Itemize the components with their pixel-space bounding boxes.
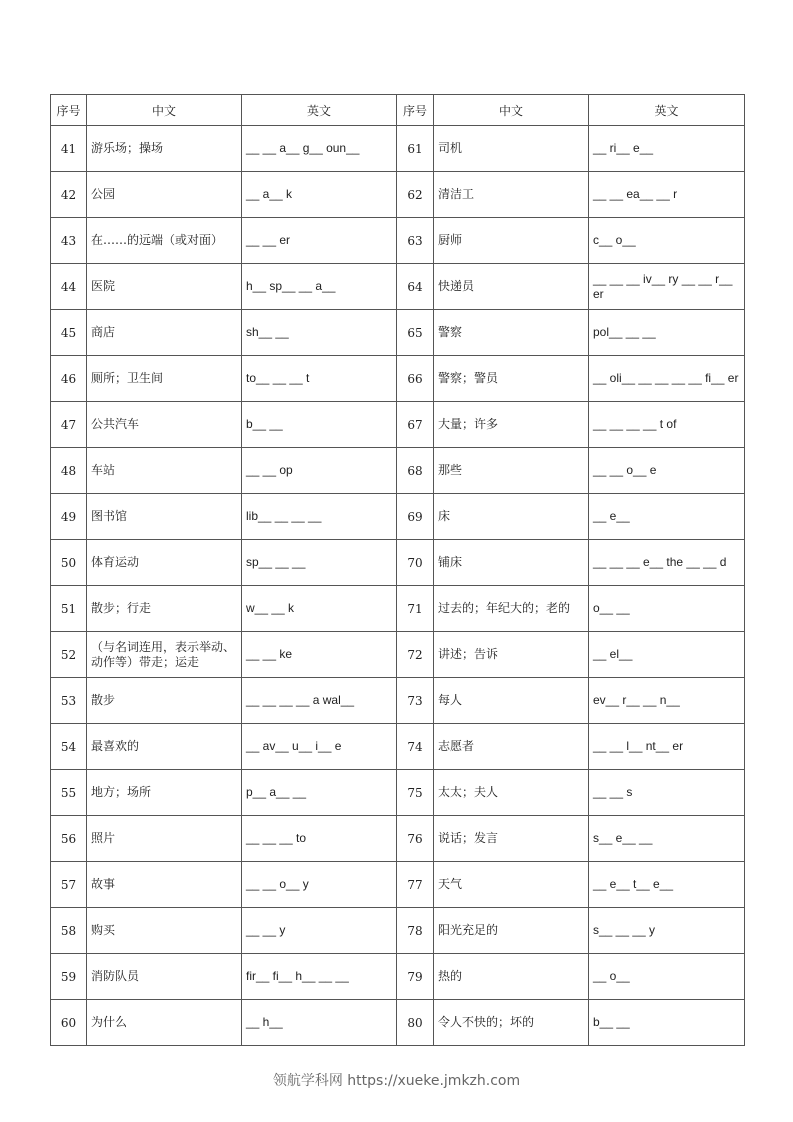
table-row xyxy=(51,770,745,816)
chinese-meaning: 警察 xyxy=(434,310,589,356)
item-number: 53 xyxy=(51,678,87,724)
chinese-meaning: （与名词连用，表示举动、动作等）带走；运走 xyxy=(87,632,242,678)
item-number: 74 xyxy=(397,724,434,770)
item-number: 62 xyxy=(397,172,434,218)
chinese-meaning: 过去的；年纪大的；老的 xyxy=(434,586,589,632)
english-blank: __ __ __ iv__ ry __ __ r__ er xyxy=(589,264,745,310)
table-row xyxy=(51,172,745,218)
item-number: 47 xyxy=(51,402,87,448)
chinese-meaning: 医院 xyxy=(87,264,242,310)
chinese-meaning: 散步 xyxy=(87,678,242,724)
table-row xyxy=(51,540,745,586)
header-english: 英文 xyxy=(242,95,397,126)
chinese-meaning: 厕所；卫生间 xyxy=(87,356,242,402)
header-number: 序号 xyxy=(51,95,87,126)
table-row xyxy=(51,816,745,862)
english-blank: p__ a__ __ xyxy=(242,770,397,816)
item-number: 75 xyxy=(397,770,434,816)
table-row xyxy=(51,494,745,540)
english-blank: __ h__ xyxy=(242,1000,397,1046)
english-blank: fir__ fi__ h__ __ __ xyxy=(242,954,397,1000)
english-blank: __ __ __ __ a wal__ xyxy=(242,678,397,724)
english-blank: s__ __ __ y xyxy=(589,908,745,954)
table-row xyxy=(51,908,745,954)
chinese-meaning: 图书馆 xyxy=(87,494,242,540)
header-chinese: 中文 xyxy=(87,95,242,126)
table-row xyxy=(51,448,745,494)
item-number: 41 xyxy=(51,126,87,172)
english-blank: pol__ __ __ xyxy=(589,310,745,356)
english-blank: __ e__ t__ e__ xyxy=(589,862,745,908)
chinese-meaning: 说话；发言 xyxy=(434,816,589,862)
item-number: 44 xyxy=(51,264,87,310)
item-number: 45 xyxy=(51,310,87,356)
item-number: 77 xyxy=(397,862,434,908)
english-blank: __ __ y xyxy=(242,908,397,954)
chinese-meaning: 警察；警员 xyxy=(434,356,589,402)
item-number: 60 xyxy=(51,1000,87,1046)
english-blank: __ el__ xyxy=(589,632,745,678)
chinese-meaning: 快递员 xyxy=(434,264,589,310)
english-blank: w__ __ k xyxy=(242,586,397,632)
chinese-meaning: 购买 xyxy=(87,908,242,954)
english-blank: __ __ o__ e xyxy=(589,448,745,494)
chinese-meaning: 阳光充足的 xyxy=(434,908,589,954)
table-row xyxy=(51,126,745,172)
item-number: 57 xyxy=(51,862,87,908)
item-number: 56 xyxy=(51,816,87,862)
table-row xyxy=(51,862,745,908)
item-number: 78 xyxy=(397,908,434,954)
english-blank: ev__ r__ __ n__ xyxy=(589,678,745,724)
english-blank: __ __ er xyxy=(242,218,397,264)
english-blank: __ __ op xyxy=(242,448,397,494)
table-row xyxy=(51,1000,745,1046)
chinese-meaning: 照片 xyxy=(87,816,242,862)
english-blank: __ oli__ __ __ __ __ fi__ er xyxy=(589,356,745,402)
item-number: 70 xyxy=(397,540,434,586)
chinese-meaning: 志愿者 xyxy=(434,724,589,770)
english-blank: __ o__ xyxy=(589,954,745,1000)
item-number: 65 xyxy=(397,310,434,356)
item-number: 51 xyxy=(51,586,87,632)
chinese-meaning: 天气 xyxy=(434,862,589,908)
english-blank: sh__ __ xyxy=(242,310,397,356)
table-row xyxy=(51,632,745,678)
chinese-meaning: 商店 xyxy=(87,310,242,356)
item-number: 50 xyxy=(51,540,87,586)
table-row xyxy=(51,724,745,770)
english-blank: b__ __ xyxy=(242,402,397,448)
english-blank: s__ e__ __ xyxy=(589,816,745,862)
english-blank: __ __ a__ g__ oun__ xyxy=(242,126,397,172)
table-row xyxy=(51,402,745,448)
english-blank: sp__ __ __ xyxy=(242,540,397,586)
chinese-meaning: 令人不快的；坏的 xyxy=(434,1000,589,1046)
english-blank: __ __ o__ y xyxy=(242,862,397,908)
item-number: 76 xyxy=(397,816,434,862)
item-number: 71 xyxy=(397,586,434,632)
english-blank: __ __ __ __ t of xyxy=(589,402,745,448)
table-row xyxy=(51,310,745,356)
item-number: 58 xyxy=(51,908,87,954)
english-blank: __ __ __ to xyxy=(242,816,397,862)
footer xyxy=(0,1070,793,1090)
chinese-meaning: 司机 xyxy=(434,126,589,172)
english-blank: __ a__ k xyxy=(242,172,397,218)
chinese-meaning: 清洁工 xyxy=(434,172,589,218)
table-row xyxy=(51,356,745,402)
item-number: 66 xyxy=(397,356,434,402)
english-blank: __ ri__ e__ xyxy=(589,126,745,172)
english-blank: __ __ l__ nt__ er xyxy=(589,724,745,770)
item-number: 79 xyxy=(397,954,434,1000)
chinese-meaning: 热的 xyxy=(434,954,589,1000)
table-row xyxy=(51,264,745,310)
chinese-meaning: 大量；许多 xyxy=(434,402,589,448)
english-blank: __ av__ u__ i__ e xyxy=(242,724,397,770)
chinese-meaning: 公园 xyxy=(87,172,242,218)
item-number: 42 xyxy=(51,172,87,218)
english-blank: __ __ __ e__ the __ __ d xyxy=(589,540,745,586)
item-number: 54 xyxy=(51,724,87,770)
english-blank: __ __ ke xyxy=(242,632,397,678)
english-blank: to__ __ __ t xyxy=(242,356,397,402)
english-blank: c__ o__ xyxy=(589,218,745,264)
footer-text: 领航学科网 https://xueke.jmkzh.com xyxy=(272,1073,521,1089)
chinese-meaning: 太太；夫人 xyxy=(434,770,589,816)
header-row xyxy=(51,95,745,126)
english-blank: b__ __ xyxy=(589,1000,745,1046)
chinese-meaning: 公共汽车 xyxy=(87,402,242,448)
table-row xyxy=(51,586,745,632)
english-blank: lib__ __ __ __ xyxy=(242,494,397,540)
item-number: 73 xyxy=(397,678,434,724)
chinese-meaning: 每人 xyxy=(434,678,589,724)
chinese-meaning: 散步；行走 xyxy=(87,586,242,632)
vocabulary-table xyxy=(50,94,745,1046)
chinese-meaning: 最喜欢的 xyxy=(87,724,242,770)
item-number: 52 xyxy=(51,632,87,678)
item-number: 67 xyxy=(397,402,434,448)
english-blank: __ __ s xyxy=(589,770,745,816)
item-number: 46 xyxy=(51,356,87,402)
english-blank: h__ sp__ __ a__ xyxy=(242,264,397,310)
chinese-meaning: 消防队员 xyxy=(87,954,242,1000)
table-row xyxy=(51,678,745,724)
chinese-meaning: 故事 xyxy=(87,862,242,908)
chinese-meaning: 游乐场；操场 xyxy=(87,126,242,172)
header-chinese: 中文 xyxy=(434,95,589,126)
item-number: 48 xyxy=(51,448,87,494)
chinese-meaning: 体育运动 xyxy=(87,540,242,586)
header-number: 序号 xyxy=(397,95,434,126)
chinese-meaning: 那些 xyxy=(434,448,589,494)
item-number: 80 xyxy=(397,1000,434,1046)
item-number: 72 xyxy=(397,632,434,678)
chinese-meaning: 为什么 xyxy=(87,1000,242,1046)
chinese-meaning: 在……的远端（或对面） xyxy=(87,218,242,264)
item-number: 64 xyxy=(397,264,434,310)
item-number: 69 xyxy=(397,494,434,540)
table-row xyxy=(51,954,745,1000)
chinese-meaning: 铺床 xyxy=(434,540,589,586)
chinese-meaning: 床 xyxy=(434,494,589,540)
chinese-meaning: 地方；场所 xyxy=(87,770,242,816)
chinese-meaning: 车站 xyxy=(87,448,242,494)
header-english: 英文 xyxy=(589,95,745,126)
item-number: 59 xyxy=(51,954,87,1000)
item-number: 43 xyxy=(51,218,87,264)
chinese-meaning: 厨师 xyxy=(434,218,589,264)
item-number: 55 xyxy=(51,770,87,816)
english-blank: __ __ ea__ __ r xyxy=(589,172,745,218)
item-number: 68 xyxy=(397,448,434,494)
chinese-meaning: 讲述；告诉 xyxy=(434,632,589,678)
english-blank: o__ __ xyxy=(589,586,745,632)
item-number: 63 xyxy=(397,218,434,264)
item-number: 49 xyxy=(51,494,87,540)
english-blank: __ e__ xyxy=(589,494,745,540)
item-number: 61 xyxy=(397,126,434,172)
table-row xyxy=(51,218,745,264)
